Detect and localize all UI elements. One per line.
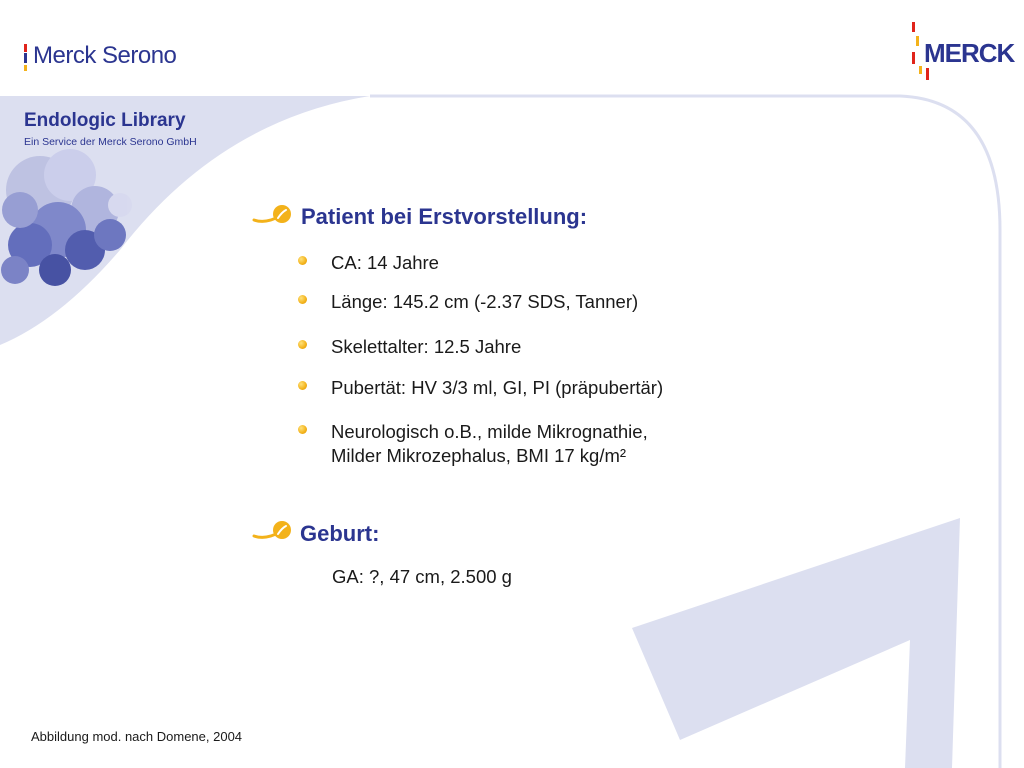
list-item-text: Skelettalter: 12.5 Jahre bbox=[331, 336, 522, 357]
bullet-dot-icon bbox=[298, 295, 307, 304]
footnote: Abbildung mod. nach Domene, 2004 bbox=[31, 729, 243, 744]
section-title-patient: Patient bei Erstvorstellung: bbox=[301, 204, 588, 229]
bullet-dot-icon bbox=[298, 256, 307, 265]
bullet-dot-icon bbox=[298, 340, 307, 349]
bullet-dot-icon bbox=[298, 381, 307, 390]
swoosh-icon bbox=[252, 200, 296, 230]
merck-serono-logo-text: Merck Serono bbox=[33, 42, 177, 69]
list-item-text: CA: 14 Jahre bbox=[331, 252, 439, 273]
merck-serono-logo bbox=[24, 36, 176, 76]
list-item bbox=[298, 335, 521, 359]
library-title: Endologic Library bbox=[24, 110, 186, 131]
library-subtitle: Ein Service der Merck Serono GmbH bbox=[24, 136, 197, 148]
section-title-birth: Geburt: bbox=[300, 521, 380, 546]
list-item-text: Länge: 145.2 cm (-2.37 SDS, Tanner) bbox=[331, 291, 639, 312]
bullet-dot-icon bbox=[298, 425, 307, 434]
list-item-text: Pubertät: HV 3/3 ml, GI, PI (präpubertär) bbox=[331, 377, 664, 398]
birth-details: GA: ?, 47 cm, 2.500 g bbox=[332, 566, 512, 587]
merck-logo-text: MERCK bbox=[924, 38, 1015, 68]
list-item-text: Neurologisch o.B., milde Mikrognathie, Milder Mikrozephalus, BMI 17 kg/m² bbox=[331, 421, 648, 466]
list-item bbox=[298, 376, 663, 400]
list-item bbox=[298, 420, 648, 468]
list-item bbox=[298, 290, 638, 314]
merck-logo bbox=[912, 22, 1015, 82]
logo-mark-icon bbox=[24, 38, 30, 74]
list-item bbox=[298, 251, 439, 275]
swoosh-icon bbox=[252, 516, 296, 546]
